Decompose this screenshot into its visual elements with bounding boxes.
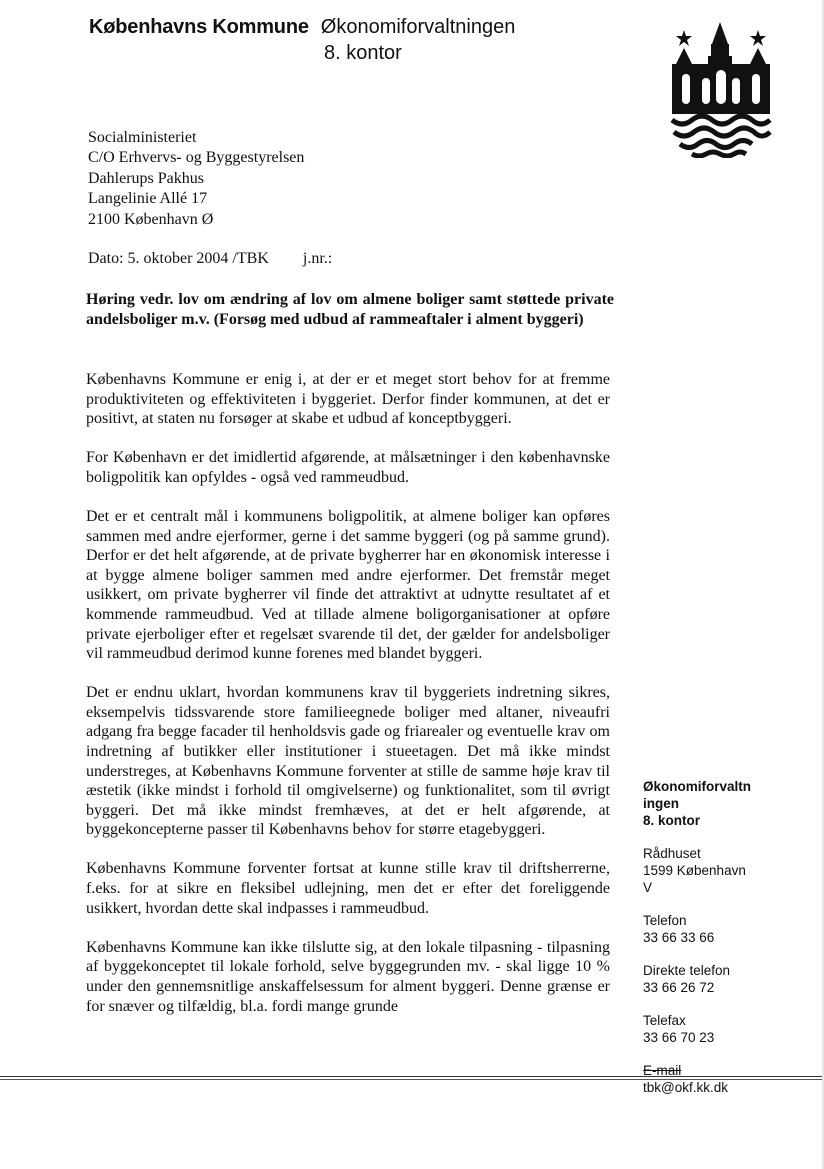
sender-unit-line: Økonomiforvaltn	[643, 779, 752, 794]
direct-phone-block	[643, 962, 803, 996]
fax-label: Telefax	[643, 1013, 686, 1028]
letterhead	[89, 16, 609, 64]
body-paragraph: Københavns Kommune er enig i, at der er et meget stort behov for at fremme produktiviteten og effektiviteten i byggeriet. Derfor finder kommunen, at det er positivt, at staten nu forsøger at skabe et udbud af konceptbyggeri.	[86, 371, 610, 428]
direct-phone-label: Direkte telefon	[643, 963, 731, 978]
fax-block	[643, 1012, 803, 1046]
body-paragraph: Københavns Kommune kan ikke tilslutte sig, at den lokale tilpasning - tilpasning af byggekonceptet til lokale forhold, selve byggegrunden mv. - skal ligge 10 % under den gennemsnitlige anskaffelsessum for alment byggeri. Denne grænse er for snæver og tilfældig, bl.a. fordi mange grunde	[86, 938, 610, 1015]
body-paragraph: Det er et centralt mål i kommunens boligpolitik, at almene boliger kan opføres sammen med andre ejerformer, gerne i det samme byggeri (og på samme grund). Derfor er det helt afgørende, at de private bygherrer har en økonomisk interesse i at bygge almene boliger sammen med andre ejerformer. Det fremstår meget usikkert, om private bygherrer vil finde det attraktivt at udnytte resultatet af et kommende rammeudbud. Ved at tillade almene boligorganisationer at opføre private ejerboliger efter et regelsæt svarende til det, der gælder for andelsboliger vil rammeudbud derimod kunne forenes med blandet byggeri.	[86, 507, 610, 663]
letter-date: Dato: 5. oktober 2004 /TBK	[88, 250, 269, 267]
date-reference-line	[88, 250, 332, 268]
sender-unit-line: ingen	[643, 796, 679, 811]
phone-number: 33 66 33 66	[643, 930, 715, 945]
sender-contact-sidebar	[643, 778, 803, 1096]
sender-address-line: 1599 København	[643, 863, 746, 878]
direct-phone-number: 33 66 26 72	[643, 980, 715, 995]
office-name: 8. kontor	[324, 42, 402, 64]
body-paragraph: Det er endnu uklart, hvordan kommunens krav til byggeriets indretning sikres, eksempelvis tidssvarende store familieegnede boliger med altaner, niveaufri adgang fra begge facader til henholdsvis gade og friarealer og eventuelle krav om indretning af butikker eller institutioner i stueetagen. Det må ikke mindst understreges, at Københavns Kommune forventer at stille de samme høje krav til æstetik (ikke mindst i forhold til omgivelserne) og funktionalitet, som til øvrigt byggeri. Det må ikke mindst fremhæves, at det er helt afgørende, at byggekoncepterne passer til Københavns behov for større etagebyggeri.	[86, 684, 610, 839]
footer-divider	[0, 1076, 822, 1077]
letter-body	[86, 370, 610, 1036]
organization-name: Københavns Kommune	[89, 16, 309, 38]
recipient-line: C/O Erhvervs- og Byggestyrelsen	[88, 149, 305, 167]
department-name: Økonomiforvaltningen	[320, 16, 516, 38]
body-paragraph: For København er det imidlertid afgørende, at målsætninger i den københavnske boligpolitik kan opfyldes - også ved rammeudbud.	[86, 449, 610, 486]
sender-address-line: V	[643, 880, 653, 895]
footer-divider	[0, 1079, 822, 1080]
sender-address-line: Rådhuset	[643, 846, 701, 861]
sender-unit	[643, 778, 803, 829]
phone-block	[643, 912, 803, 946]
email-address: tbk@okf.kk.dk	[643, 1080, 728, 1095]
phone-label: Telefon	[643, 913, 687, 928]
journal-number: j.nr.:	[302, 250, 333, 267]
recipient-line: 2100 København Ø	[88, 210, 214, 228]
sender-address	[643, 845, 803, 896]
letter-subject: Høring vedr. lov om ændring af lov om almene boliger samt støttede private andelsboliger m.v. (Forsøg med udbud af rammeaftaler i alment byggeri)	[86, 291, 614, 328]
sender-unit-line: 8. kontor	[643, 813, 701, 828]
recipient-line: Socialministeriet	[88, 129, 197, 146]
body-paragraph: Københavns Kommune forventer fortsat at kunne stille krav til driftsherrerne, f.eks. for at sikre en fleksibel udlejning, men det er efter det foreliggende usikkert, hvordan dette skal indpasses i rammeudbud.	[86, 860, 610, 917]
email-label: E-mail	[643, 1063, 682, 1078]
fax-number: 33 66 70 23	[643, 1030, 715, 1045]
copenhagen-coat-of-arms-icon	[662, 8, 774, 158]
recipient-address	[88, 128, 304, 230]
recipient-line: Dahlerups Pakhus	[88, 169, 204, 187]
recipient-line: Langelinie Allé 17	[88, 190, 208, 208]
